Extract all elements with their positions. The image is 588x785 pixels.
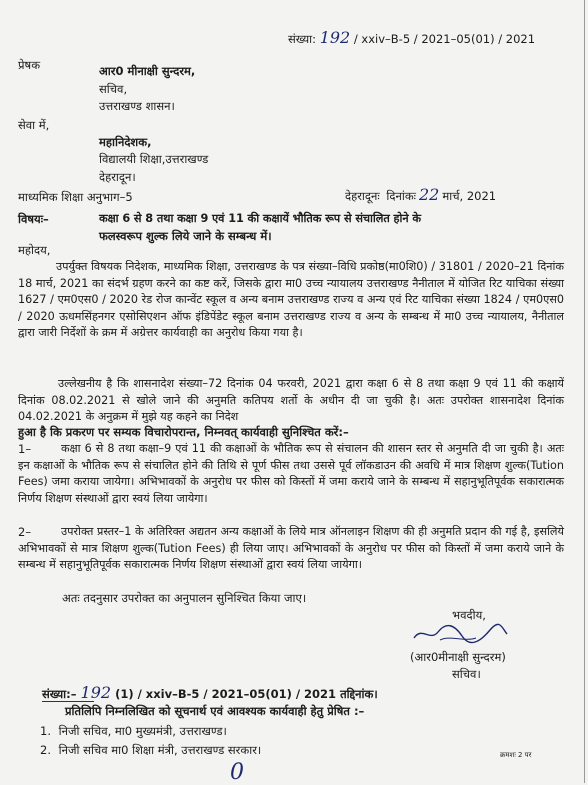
continued-footer: क्रमशः 2 पर [500,751,532,759]
date-label: दिनांकः [386,189,416,203]
reference-number-bottom [42,685,378,702]
copy-item-2-text: निजी सचिव मा0 शिक्षा मंत्री, उत्तराखण्ड सरकार। [58,743,262,757]
copy-item-1 [40,723,227,739]
copy-intro: प्रतिलिपि निम्नलिखित को सूचनार्थ एवं आवश्यक कार्यवाही हेतु प्रेषित :– [65,704,365,718]
paragraph-order-directive: हुआ है कि प्रकरण पर सम्यक विचारोपरान्त, निम्नवत् कार्यवाही सुनिश्चित करें:– [18,425,349,439]
signatory-name: (आर0मीनाक्षी सुन्दरम) [410,650,506,664]
recipient-city: देहरादून। [99,170,136,184]
section-name: माध्यमिक शिक्षा अनुभाग–5 [18,190,133,204]
copy-item-1-text: निजी सचिव, मा0 मुख्यमंत्री, उत्तराखण्ड। [58,724,227,738]
date-place: देहरादूनः [345,189,380,203]
reference-number-top [288,30,535,47]
bottom-reference-label: संख्या:– [42,687,77,701]
item-1-number: 1– [18,442,32,456]
date-rest: मार्च, 2021 [442,189,497,203]
subject-line-1: कक्षा 6 से 8 तथा कक्षा 9 एवं 11 की कक्षायें भौतिक रूप से संचालित होने के [99,212,421,225]
page-stamp-mark: 0 [230,760,244,785]
handwritten-number: 192 [319,28,351,47]
sender-name: आर0 मीनाक्षी सुन्दरम, [99,64,196,78]
subject-label: विषयः– [18,212,49,226]
copy-item-1-number: 1. [40,724,51,738]
reference-underline [42,701,94,702]
bottom-reference-code: (1) / xxiv–B-5 / 2021–05(01) / 2021 तद्दिनांक। [115,687,378,701]
item-2-number: 2– [18,525,32,539]
sender-label: प्रेषक [18,58,41,72]
sender-post: सचिव, [99,82,128,96]
reference-code: / xxiv–B-5 / 2021–05(01) / 2021 [353,32,536,46]
signatory-post: सचिव। [452,667,481,681]
reference-label: संख्या: [288,32,317,46]
paragraph-order: उल्लेखनीय है कि शासनादेश संख्या–72 दिनांक 04 फरवरी, 2021 द्वारा कक्षा 6 से 8 तथा कक्षा 9 एवं 11 की कक्षायें दिनांक 08.02.2021 से खोले जाने की अनुमति कतिपय शर्तो के अधीन दी जा चुकी है। अतः उपरोक्त शासनादेश दिनांक 04.02.2021 के अनुक्रम में मुझे यह कहने का निदेश [18,377,564,424]
copy-item-2-number: 2. [40,743,51,757]
recipient-label: सेवा में, [18,118,50,132]
valediction: भवदीय, [452,608,486,622]
salutation: महोदय, [18,243,51,257]
closing-line: अतः तदनुसार उपरोक्त का अनुपालन सुनिश्चित किया जाए। [62,591,307,605]
letter-date [345,187,496,204]
item-2-text: उपरोक्त प्रस्तर–1 के अतिरिक्त अद्यतन अन्य कक्षाओं के लिये मात्र ऑनलाइन शिक्षण की ही अनुमति प्रदान की गई है, इसलिये अभिभावकों से मात्र शिक्षण शुल्क(Tution Fees) ही लिया जाए। अभिभावकों के अनुरोध पर फीस को किस्तों में जमा कराये जाने के सम्बन्ध में सहानुभूतिपूर्वक सकारात्मक निर्णय शिक्षण संस्थाओं द्वारा स्वयं लिया जायेगा। [18,525,564,572]
page-scan-edge [584,0,585,783]
bottom-handwritten-number: 192 [80,683,112,702]
sender-org: उत्तराखण्ड शासन। [99,99,175,113]
handwritten-day: 22 [418,185,440,204]
paragraph-reference: उपर्युक्त विषयक निदेशक, माध्यमिक शिक्षा, उत्तराखण्ड के पत्र संख्या–विधि प्रकोष्ठ(मा0शि0) / 31801 / 2020–21 दिनांक 18 मार्च, 2021 का संदर्भ ग्रहण करने का कष्ट करें, जिसके द्वारा मा0 उच्च न्यायालय उत्तराखण्ड नैनीताल में योजित रिट याचिका संख्या 1627 / एम0एस0 / 2020 रेड रोज कान्वेंट स्कूल व अन्य बनाम उत्तराखण्ड राज्य व अन्य एवं रिट याचिका संख्या 1824 / एम0एस0 / 2020 ऊधमसिंहनगर एसोसिएशन ऑफ इंडिपेंडेट स्कूल बनाम उत्तराखण्ड राज्य व अन्य के सम्बन्ध में मा0 उच्च न्यायालय, नैनीताल द्वारा जारी निर्देशों के क्रम में अग्रेत्तर कार्यवाही का अनुरोध किया गया है। [18,260,564,340]
item-1-text: कक्षा 6 से 8 तथा कक्षा–9 एवं 11 की कक्षाओं के भौतिक रूप से संचालन की शासन स्तर से अनुमति दी जा चुकी है। अतः इन कक्षाओं के भौतिक रूप से संचालित होने की तिथि से पूर्ण फीस तथा उससे पूर्व लॉकडाउन की अवधि में मात्र शिक्षण शुल्क(Tution Fees) जमा कराया जायेगा। अभिभावकों के अनुरोध पर फीस को किस्तों में जमा कराये जाने के सम्बन्ध में सहानुभूतिपूर्वक सकारात्मक निर्णय शिक्षण संस्थाओं द्वारा स्वयं लिया जायेगा। [18,442,564,505]
recipient-name: महानिदेशक, [99,135,152,149]
copy-item-2 [40,742,261,758]
subject-line-2: फलस्वरूप शुल्क लिये जाने के सम्बन्ध में। [99,229,272,243]
recipient-dept: विद्यालयी शिक्षा,उत्तराखण्ड [99,152,209,166]
signature [410,620,510,646]
